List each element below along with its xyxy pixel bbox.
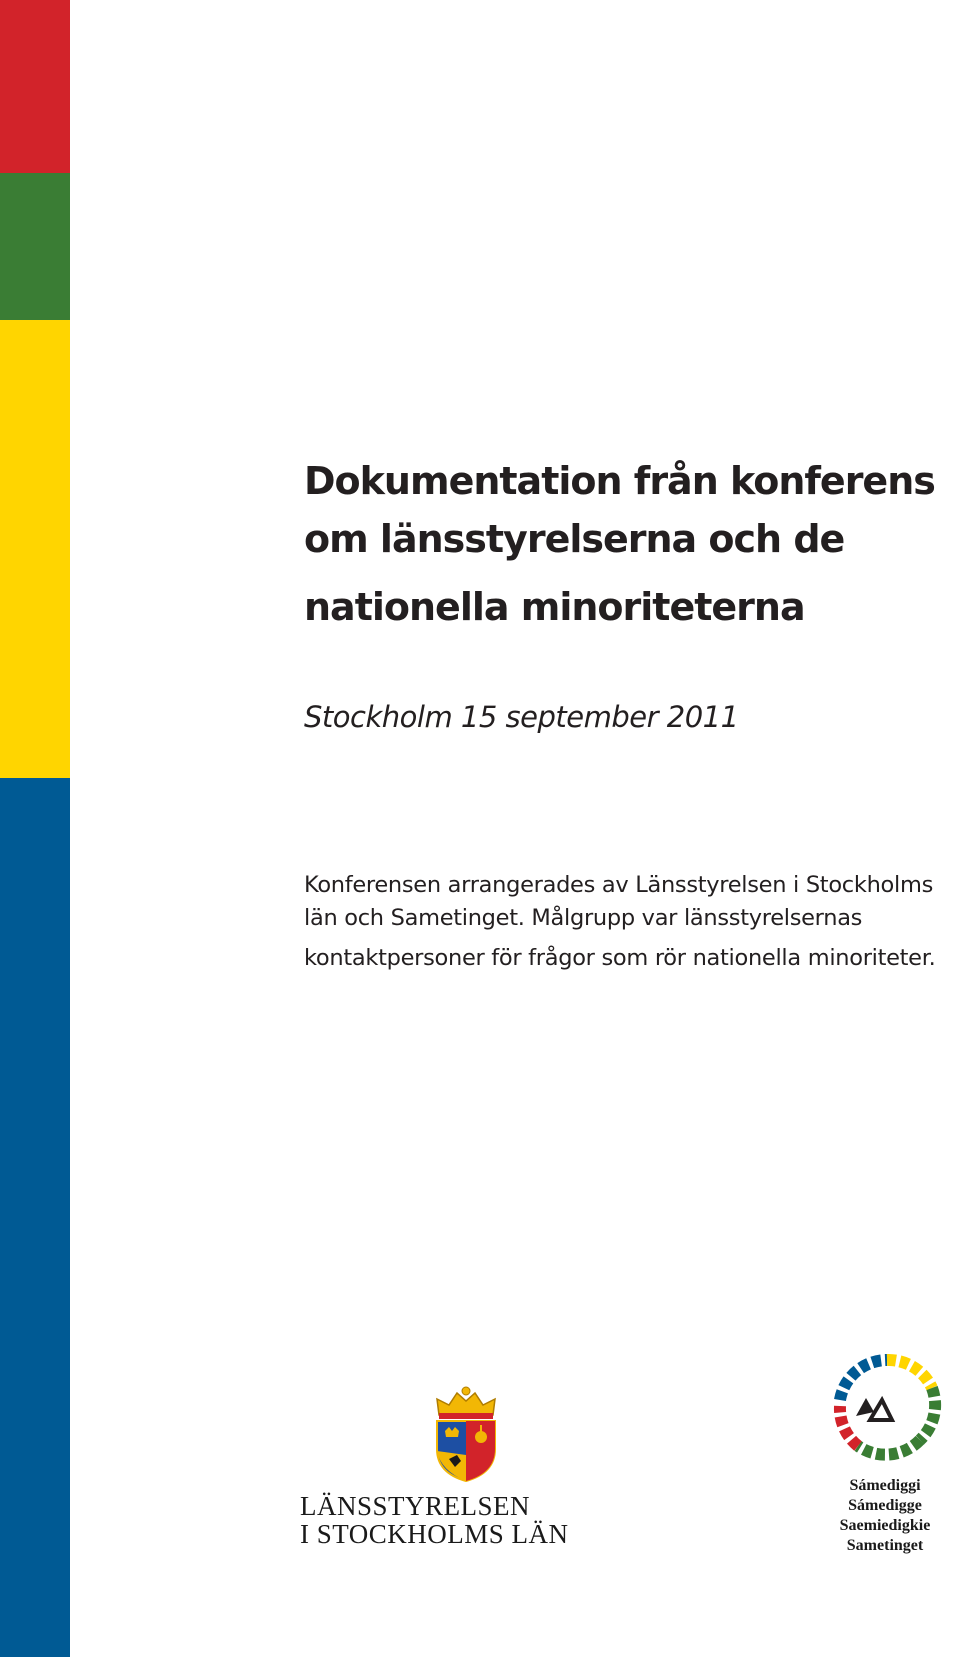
- sametinget-name: Sámedigge: [848, 1497, 922, 1514]
- document-subtitle: Stockholm 15 september 2011: [304, 700, 739, 734]
- sametinget-name: Sámediggi: [849, 1477, 921, 1494]
- title-line: om länsstyrelserna och de: [304, 517, 845, 561]
- title-line: nationella minoriteterna: [304, 585, 805, 629]
- lansstyrelsen-line: I STOCKHOLMS LÄN: [300, 1519, 569, 1549]
- intro-line: kontaktpersoner för frågor som rör nationella minoriteter.: [304, 945, 936, 971]
- intro-line: Konferensen arrangerades av Länsstyrelsen i Stockholms: [304, 872, 934, 898]
- sametinget-names: [810, 1476, 960, 1556]
- flag-stripe-blue: [0, 778, 70, 1657]
- document-title: [304, 452, 954, 636]
- lansstyrelsen-wordmark: [300, 1492, 640, 1548]
- intro-paragraph: [304, 872, 954, 971]
- sametinget-name: Saemiedigkie: [839, 1517, 931, 1534]
- sametinget-logo: [810, 1350, 960, 1560]
- intro-line: län och Sametinget. Målgrupp var länsstyrelsernas: [304, 905, 863, 931]
- flag-stripe-yellow: [0, 320, 70, 778]
- sametinget-name: Sametinget: [846, 1537, 924, 1554]
- flag-stripe-red: [0, 0, 70, 173]
- title-line: Dokumentation från konferens: [304, 459, 935, 503]
- sami-ring-emblem-icon: [820, 1350, 955, 1470]
- lansstyrelsen-line: LÄNSSTYRELSEN: [300, 1491, 531, 1521]
- coat-of-arms-icon: [431, 1385, 501, 1483]
- lansstyrelsen-logo: [300, 1385, 640, 1549]
- flag-stripe-green: [0, 173, 70, 320]
